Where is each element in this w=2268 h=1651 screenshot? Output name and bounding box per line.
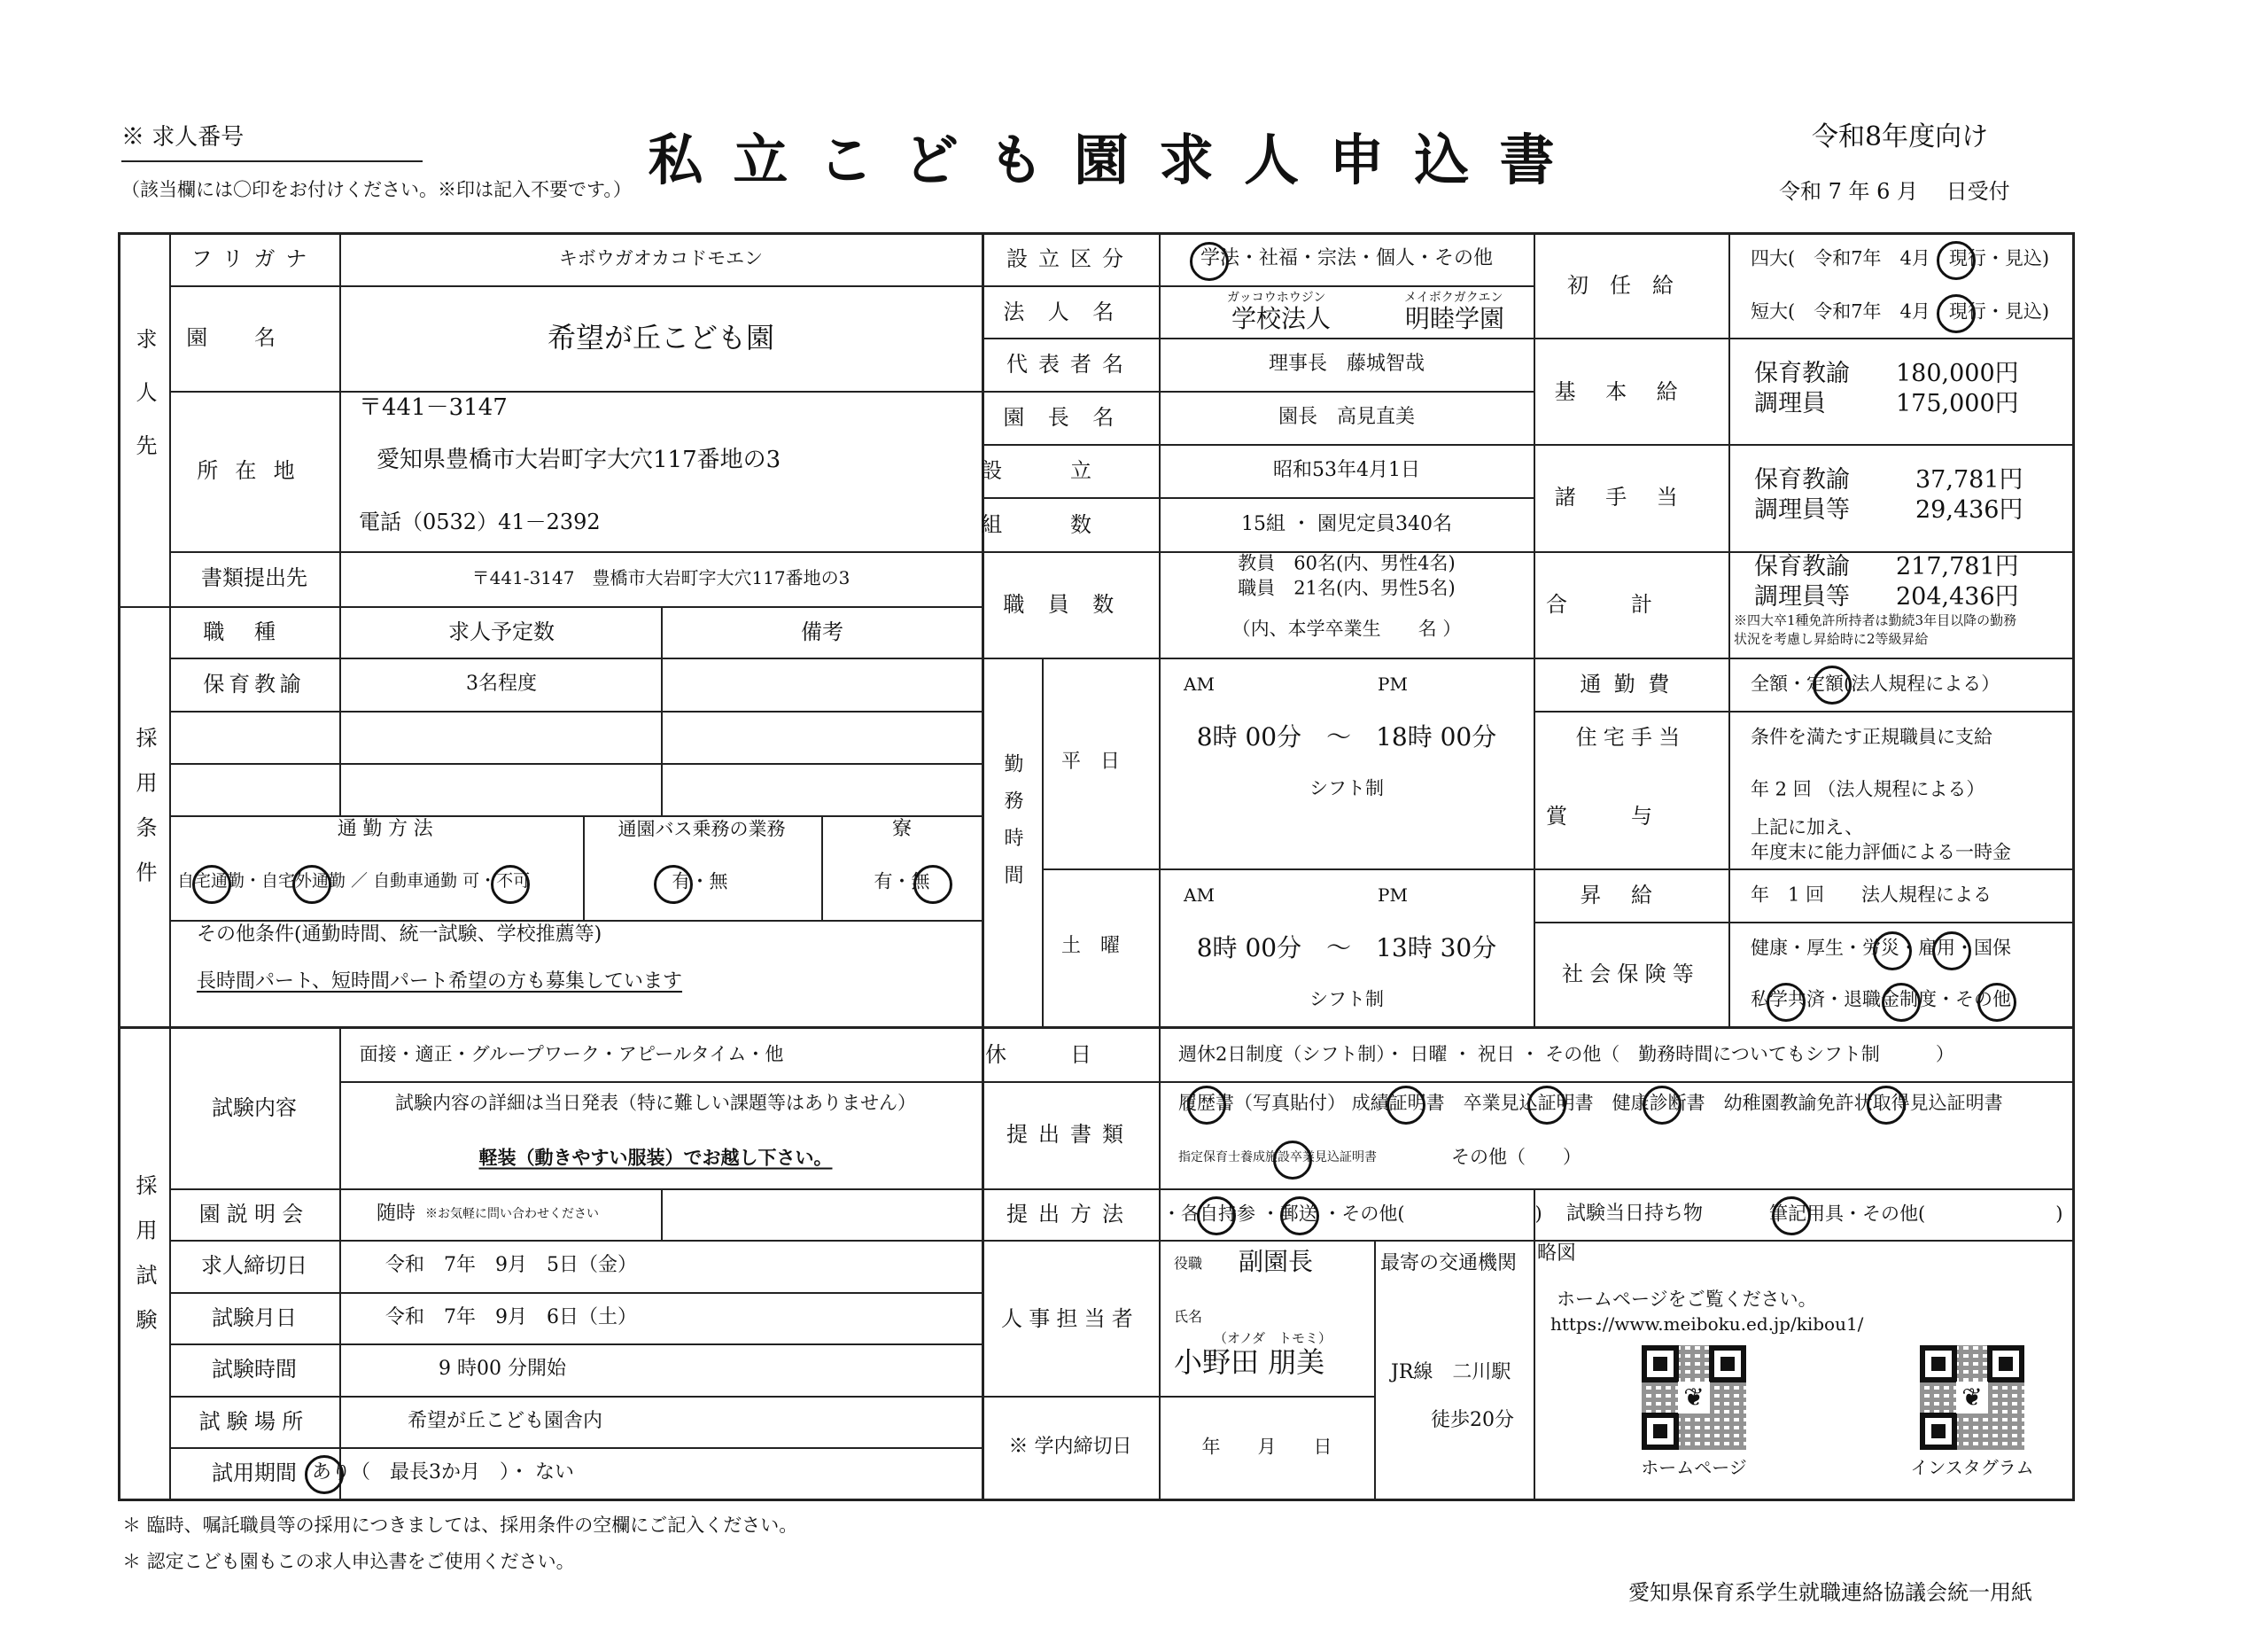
bonus3: 年度末に能力評価による一時金: [1751, 841, 2011, 863]
homepage-qr-label: ホームページ: [1641, 1457, 1747, 1478]
head-label: 園長名: [1003, 405, 1138, 430]
weekday-pm: PM: [1378, 674, 1408, 695]
corp-name2: 明睦学園: [1405, 304, 1505, 333]
transport-label: 最寄の交通機関: [1380, 1252, 1518, 1274]
docs-line2a: 指定保育士養成施設卒業見込証明書: [1178, 1150, 1377, 1164]
commute-allow-label: 通勤費: [1580, 672, 1682, 697]
circle-mark: [913, 865, 952, 904]
housing-value: 条件を満たす正規職員に支給: [1751, 726, 1992, 748]
corp-ruby2: メイボクガクエン: [1404, 291, 1503, 305]
side-label-conditions: 採用条件: [132, 727, 157, 906]
exam-time-value: 9 時00 分開始: [439, 1358, 566, 1380]
job-number-label: ※ 求人番号: [121, 124, 245, 151]
circle-mark: [1867, 1086, 1906, 1125]
rep-value: 理事長 藤城智哉: [1268, 353, 1425, 375]
furigana-value: キボウガオカコドモエン: [558, 247, 764, 269]
staff-line2: 職員 21名(内、男性5名): [1238, 577, 1456, 599]
trial-value: あり（ 最長3か月 ）・ ない: [312, 1461, 574, 1484]
sat-am: AM: [1184, 884, 1215, 906]
allowance-label: 諸手当: [1554, 485, 1708, 510]
hours-label: 勤務時間: [1001, 753, 1023, 902]
instagram-qr-icon[interactable]: [1920, 1345, 2024, 1450]
col-count-label: 求人予定数: [448, 619, 555, 644]
dorm-label: 寮: [891, 818, 913, 840]
housing-label: 住宅手当: [1575, 725, 1687, 750]
insurance2: 私学共済・退職金制度・その他: [1751, 988, 2011, 1010]
briefing-value: 随時: [377, 1203, 416, 1225]
contact-label: 人事担当者: [1001, 1306, 1139, 1331]
circle-mark: [1527, 1086, 1566, 1125]
weekday-shift: シフト制: [1309, 777, 1384, 799]
phone-value: 電話（0532）41－2392: [359, 510, 601, 534]
contact-role-label: 役職: [1174, 1255, 1203, 1272]
total2-value: 204,436円: [1896, 583, 2019, 611]
instagram-qr-label: インスタグラム: [1910, 1457, 2034, 1478]
base1-value: 180,000円: [1896, 360, 2019, 387]
staff-line3: （内、本学卒業生 名 ）: [1231, 618, 1462, 640]
circle-mark: [1767, 983, 1806, 1022]
circle-mark: [1386, 1086, 1425, 1125]
weekday-time: 8時 00分 ～ 18時 00分: [1196, 722, 1497, 752]
submit-value: 〒441-3147 豊橋市大岩町字大穴117番地の3: [471, 567, 850, 588]
bus-label: 通園バス乗務の業務: [617, 818, 786, 840]
commute-allow-value: 全額・定額(法人規程による）: [1751, 673, 2000, 695]
docs-label: 提出書類: [1006, 1122, 1134, 1147]
exam-date-label: 試験月日: [212, 1305, 297, 1330]
bonus-label: 賞与: [1546, 804, 1716, 829]
side-label-employer: 求人先: [132, 328, 157, 487]
name-label: 園名: [186, 325, 322, 350]
circle-mark: [1813, 666, 1852, 705]
total-label: 合計: [1546, 592, 1716, 617]
contact-name: 小野田 朋美: [1174, 1345, 1325, 1379]
circle-mark: [1643, 1086, 1682, 1125]
total2-role: 調理員等: [1754, 583, 1850, 611]
raise-label: 昇給: [1580, 883, 1682, 907]
weekday-label: 平日: [1060, 751, 1140, 773]
base1-role: 保育教諭: [1754, 360, 1850, 387]
head-value: 園長 高見直美: [1278, 406, 1416, 428]
other-conditions-label: その他条件(通勤時間、統一試験、学校推薦等): [197, 923, 602, 946]
footer-note1: ＊ 臨時、嘱託職員等の採用につきましては、採用条件の空欄にご記入ください。: [122, 1515, 798, 1536]
circle-mark: [1977, 983, 2016, 1022]
docs-line1: 履歴書（写真貼付） 成績証明書 卒業見込証明書 健康診断書 幼稚園教諭免許状取得見込証明書: [1178, 1092, 2003, 1114]
base-label: 基本給: [1554, 379, 1708, 404]
docs-line2b: その他（ ）: [1451, 1146, 1581, 1168]
circle-mark: [1882, 983, 1921, 1022]
est-value: 昭和53年4月1日: [1273, 459, 1420, 481]
allowance2-role: 調理員等: [1754, 496, 1850, 524]
circle-mark: [1280, 1196, 1319, 1235]
postal-code: 〒441－3147: [359, 394, 508, 421]
starting-label: 初任給: [1567, 273, 1695, 298]
method-label: 提出方法: [1006, 1202, 1134, 1227]
commute-method-label: 通勤方法: [337, 818, 439, 840]
transport2: 徒歩20分: [1431, 1409, 1514, 1431]
allowance1-role: 保育教諭: [1754, 466, 1850, 494]
year-target: 令和8年度向け: [1812, 121, 1989, 152]
dorm-options: 有・無: [874, 870, 930, 892]
map-label: 略図: [1537, 1242, 1577, 1265]
deadline-value: 令和 7年 9月 5日（金）: [385, 1254, 637, 1276]
allowance2-value: 29,436円: [1915, 496, 2023, 524]
holiday-value: 週休2日制度（シフト制）・ 日曜 ・ 祝日 ・ その他（ 勤務時間についてもシフト制 ）: [1178, 1043, 1954, 1065]
circle-mark: [1937, 294, 1976, 333]
total1-role: 保育教諭: [1754, 553, 1850, 580]
raise-value: 年 1 回 法人規程による: [1751, 884, 1992, 906]
header-note: （該当欄には〇印をお付けください。※印は記入不要です。）: [121, 179, 632, 200]
exam-content1: 面接・適正・グループワーク・アピールタイム・他: [359, 1043, 784, 1065]
starting2: 短大( 令和7年 4月 現行・見込): [1751, 300, 2050, 323]
circle-mark: [1190, 242, 1229, 281]
type-label: 設立区分: [1006, 246, 1134, 271]
circle-mark: [654, 865, 693, 904]
deadline-label: 求人締切日: [201, 1253, 307, 1278]
homepage-text: ホームページをご覧ください。: [1557, 1289, 1817, 1310]
circle-mark: [292, 865, 331, 904]
address-label: 所在地: [197, 458, 312, 483]
circle-mark: [1197, 1196, 1236, 1235]
footer-org: 愛知県保育系学生就職連絡協議会統一用紙: [1628, 1580, 2032, 1605]
transport1: JR線 二川駅: [1391, 1361, 1511, 1383]
circle-mark: [1772, 1196, 1811, 1235]
sat-time: 8時 00分 ～ 13時 30分: [1196, 933, 1497, 962]
contact-role: 副園長: [1239, 1247, 1314, 1276]
contact-name-label: 氏名: [1174, 1308, 1203, 1325]
rep-label: 代表者名: [1006, 352, 1134, 377]
job1: 保育教諭: [203, 672, 306, 697]
weekday-am: AM: [1184, 674, 1215, 695]
base2-value: 175,000円: [1896, 390, 2019, 417]
allowance1-value: 37,781円: [1915, 466, 2023, 494]
total1-value: 217,781円: [1896, 553, 2019, 580]
side-label-exam: 採用試験: [132, 1174, 157, 1353]
starting1: 四大( 令和7年 4月 現行・見込): [1751, 247, 2050, 269]
circle-mark: [1187, 1086, 1226, 1125]
total-note2: 状況を考慮し昇給時に2等級昇給: [1734, 631, 1929, 647]
staff-line1: 教員 60名(内、男性4名): [1238, 552, 1456, 574]
corp-label: 法人名: [1003, 300, 1138, 324]
col-note-label: 備考: [801, 619, 843, 644]
commute-options: 自宅通勤・自宅外通勤 ／ 自動車通勤 可・不可: [177, 871, 531, 891]
address-value: 愛知県豊橋市大岩町字大穴117番地の3: [377, 447, 781, 473]
name-value: 希望が丘こども園: [547, 321, 775, 354]
exam-time-label: 試験時間: [212, 1357, 297, 1382]
campus-deadline-label: ※ 学内締切日: [1008, 1436, 1132, 1458]
job-number-line: [121, 160, 423, 162]
briefing-label: 園説明会: [198, 1202, 310, 1227]
corp-ruby1: ガッコウホウジン: [1227, 291, 1326, 305]
homepage-qr-icon[interactable]: [1642, 1345, 1746, 1450]
trial-label: 試用期間: [212, 1460, 297, 1485]
bonus1: 年 2 回 （法人規程による）: [1751, 778, 1985, 800]
briefing-note: ※お気軽に問い合わせください: [425, 1207, 599, 1221]
class-label: 組数: [981, 512, 1160, 537]
class-value: 15組 ・ 園児定員340名: [1241, 513, 1452, 535]
homepage-url[interactable]: https://www.meiboku.ed.jp/kibou1/: [1550, 1313, 1864, 1335]
bus-options: 有・無: [672, 870, 728, 892]
circle-mark: [491, 865, 530, 904]
bring-label: 試験当日持ち物: [1565, 1203, 1704, 1225]
campus-deadline: 年 月 日: [1201, 1436, 1332, 1458]
insurance1: 健康・厚生・労災・雇用・国保: [1751, 937, 2011, 959]
total-note1: ※四大卒1種免許所持者は勤続3年目以降の勤務: [1734, 612, 2017, 628]
bring-value: 筆記用具・その他( ): [1769, 1203, 2063, 1225]
circle-mark: [1932, 931, 1971, 970]
circle-mark: [1937, 241, 1976, 280]
contact-ruby: （オノダ トモミ）: [1214, 1330, 1332, 1346]
count1: 3名程度: [466, 673, 537, 695]
exam-place-value: 希望が丘こども園舎内: [408, 1410, 603, 1432]
bonus2: 上記に加え、: [1751, 816, 1864, 838]
holiday-label: 休日: [985, 1042, 1155, 1067]
circle-mark: [1873, 931, 1912, 970]
insurance-label: 社会保険等: [1562, 962, 1700, 986]
received-date: 令和 7 年 6 月 日受付: [1779, 179, 2010, 204]
submit-label: 書類提出先: [201, 565, 307, 590]
exam-content-label: 試験内容: [212, 1095, 297, 1120]
col-job-label: 職種: [203, 619, 306, 644]
page-title: 私立こども園求人申込書: [648, 128, 1585, 192]
base2-role: 調理員: [1754, 390, 1826, 417]
method-value: ・各自持参 ・郵送 ・その他( ): [1162, 1203, 1542, 1225]
exam-date-value: 令和 7年 9月 6日（土）: [385, 1306, 637, 1328]
bird-icon: ❦: [1956, 1382, 1988, 1413]
bird-icon: ❦: [1678, 1382, 1710, 1413]
est-label: 設立: [981, 458, 1160, 483]
exam-content2: 試験内容の詳細は当日発表（特に難しい課題等はありません）: [395, 1092, 916, 1114]
circle-mark: [1273, 1141, 1312, 1180]
sat-label: 土曜: [1060, 935, 1140, 957]
type-options: 学法・社福・宗法・個人・その他: [1200, 247, 1494, 269]
corp-name1: 学校法人: [1231, 304, 1332, 333]
sat-shift: シフト制: [1309, 988, 1384, 1010]
staff-label: 職員数: [1003, 592, 1138, 617]
sat-pm: PM: [1378, 884, 1408, 906]
furigana-label: フリガナ: [190, 246, 318, 271]
circle-mark: [305, 1455, 344, 1494]
exam-content3: 軽装（動きやすい服装）でお越し下さい。: [478, 1146, 833, 1169]
other-conditions-value: 長時間パート、短時間パート希望の方も募集しています: [197, 970, 683, 993]
exam-place-label: 試験場所: [198, 1409, 310, 1434]
footer-note2: ＊ 認定こども園もこの求人申込書をご使用ください。: [122, 1551, 575, 1572]
circle-mark: [192, 865, 231, 904]
